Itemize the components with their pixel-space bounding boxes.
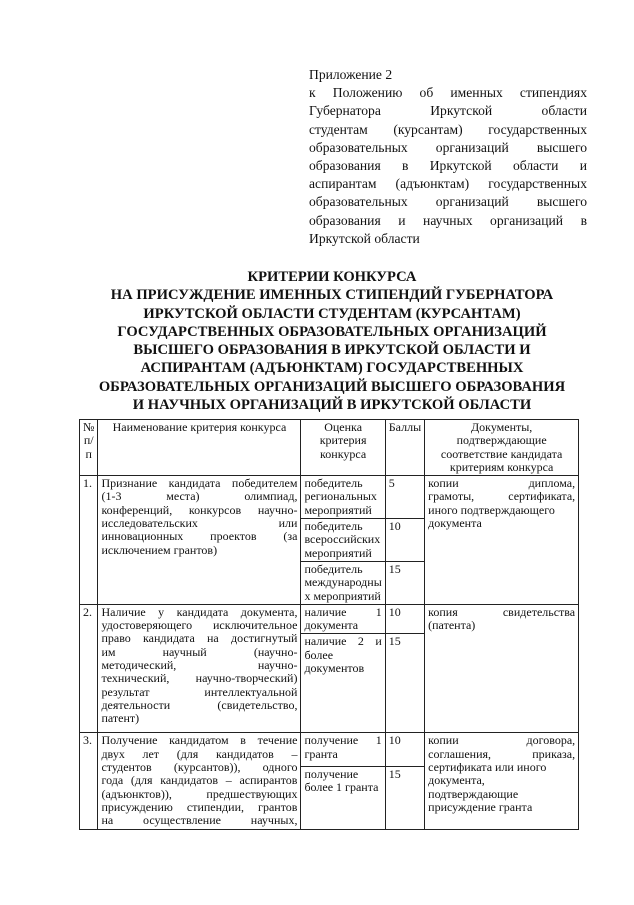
evaluation-cell: получение более 1 гранта (301, 766, 385, 829)
criteria-table (79, 419, 579, 830)
score-cell: 15 (385, 634, 424, 733)
criterion-name: Получение кандидатом в течение двух лет (для кандидатов – студентов (курсантов)), одного года (для кандидатов – аспирантов (адъюнктов)), предшествующих присуждению стипендии, грантов на осуществление научных, (98, 733, 301, 829)
annex-line: образования в Иркутской области и (309, 158, 587, 174)
annex-line: студентам (курсантам) государственных (309, 121, 587, 137)
evaluation-cell: получение 1 гранта (301, 733, 385, 766)
score-cell: 10 (385, 604, 424, 634)
annex-block (309, 66, 587, 248)
annex-line: образовательных организаций высшего (309, 139, 587, 155)
annex-line: аспирантам (адъюнктам) государственных (309, 176, 587, 192)
criterion-name: Наличие у кандидата документа, удостоверяющего исключительное право кандидата на достигнутый им научный (научно- методический, научно- технический, научно-творческий) результат интеллектуальной деятельности (свидетельство, патент) (98, 604, 301, 733)
title-line: ВЫСШЕГО ОБРАЗОВАНИЯ В ИРКУТСКОЙ ОБЛАСТИ И (133, 342, 531, 359)
evaluation-cell: наличие 2 и более документов (301, 634, 385, 733)
annex-line: образовательных организаций высшего (309, 194, 587, 210)
row-number: 3. (80, 733, 98, 829)
score-cell: 15 (385, 766, 424, 829)
table-row (80, 733, 579, 766)
evaluation-cell: победитель всероссийских мероприятий (301, 519, 385, 562)
table-row (80, 476, 579, 519)
documents-cell: копии договора, соглашения, приказа, сертификата или иного документа, подтверждающие присуждение гранта (425, 733, 579, 829)
annex-line: Губернатора Иркутской области (309, 103, 587, 119)
documents-cell: копия свидетельства (патента) (425, 604, 579, 733)
row-number: 2. (80, 604, 98, 733)
annex-line: Иркутской области (309, 230, 420, 246)
header-score: Баллы (385, 420, 424, 476)
table-header-row (80, 420, 579, 476)
title-line: АСПИРАНТАМ (АДЪЮНКТАМ) ГОСУДАРСТВЕННЫХ (140, 360, 524, 377)
header-number: № п/п (80, 420, 98, 476)
row-number: 1. (80, 476, 98, 605)
document-title (70, 268, 594, 414)
title-line: ГОСУДАРСТВЕННЫХ ОБРАЗОВАТЕЛЬНЫХ ОРГАНИЗАЦИЙ (117, 323, 547, 340)
annex-line: образования и научных организаций в (309, 212, 587, 228)
header-documents: Документы, подтверждающие соответствие кандидата критериям конкурса (425, 420, 579, 476)
table-row (80, 604, 579, 634)
score-cell: 15 (385, 561, 424, 604)
score-cell: 10 (385, 733, 424, 766)
title-line: ИРКУТСКОЙ ОБЛАСТИ СТУДЕНТАМ (КУРСАНТАМ) (143, 305, 521, 322)
score-cell: 10 (385, 519, 424, 562)
evaluation-cell: победитель региональных мероприятий (301, 476, 385, 519)
annex-line: к Положению об именных стипендиях (309, 85, 587, 101)
score-cell: 5 (385, 476, 424, 519)
annex-heading: Приложение 2 (309, 67, 393, 82)
header-evaluation: Оценка критерия конкурса (301, 420, 385, 476)
documents-cell: копии диплома, грамоты, сертификата, иного подтверждающего документа (425, 476, 579, 605)
title-line: КРИТЕРИИ КОНКУРСА (247, 269, 417, 285)
criterion-name: Признание кандидата победителем (1-3 места) олимпиад, конференций, конкурсов научно- исследовательских или инновационных проектов (за исключением грантов) (98, 476, 301, 605)
header-criterion-name: Наименование критерия конкурса (98, 420, 301, 476)
evaluation-cell: победитель международны х мероприятий (301, 561, 385, 604)
title-line: НА ПРИСУЖДЕНИЕ ИМЕННЫХ СТИПЕНДИЙ ГУБЕРНАТОРА (110, 287, 554, 304)
evaluation-cell: наличие 1 документа (301, 604, 385, 634)
title-line: И НАУЧНЫХ ОРГАНИЗАЦИЙ В ИРКУТСКОЙ ОБЛАСТИ (132, 397, 532, 414)
title-line: ОБРАЗОВАТЕЛЬНЫХ ОРГАНИЗАЦИЙ ВЫСШЕГО ОБРАЗОВАНИЯ (98, 378, 566, 395)
